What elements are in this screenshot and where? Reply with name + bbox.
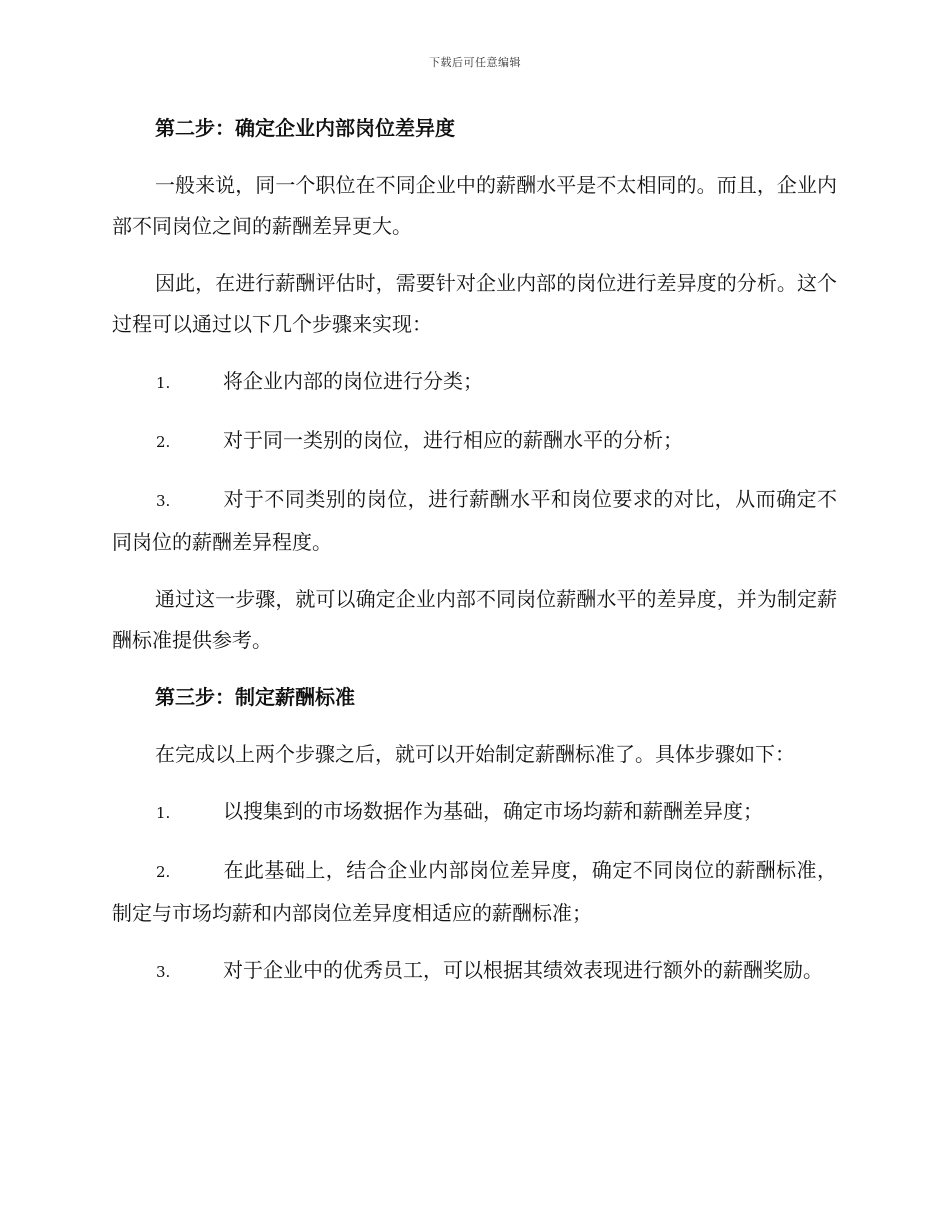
list-item: [112, 850, 837, 934]
list-item-number: 3.: [156, 492, 171, 510]
paragraph: 因此，在进行薪酬评估时，需要针对企业内部的岗位进行差异度的分析。这个过程可以通过以下几个步骤来实现：: [112, 271, 837, 336]
list-item-text: 对于同一类别的岗位，进行相应的薪酬水平的分析；: [223, 428, 683, 452]
list-item: [112, 950, 837, 993]
paragraph: 一般来说，同一个职位在不同企业中的薪酬水平是不太相同的。而且，企业内部不同岗位之间的薪酬差异更大。: [112, 173, 837, 238]
list-item-text: 以搜集到的市场数据作为基础，确定市场均薪和薪酬差异度；: [223, 799, 763, 823]
list-item-text: 对于不同类别的岗位，进行薪酬水平和岗位要求的对比，从而确定不同岗位的薪酬差异程度。: [112, 487, 837, 554]
section-heading-step-2: 第二步：确定企业内部岗位差异度: [155, 116, 455, 140]
list-item-number: 3.: [156, 963, 171, 981]
list-item-number: 1.: [156, 374, 171, 392]
page-header: 下载后可任意编辑: [429, 56, 521, 69]
list-item-number: 2.: [156, 433, 171, 451]
paragraph: 通过这一步骤，就可以确定企业内部不同岗位薪酬水平的差异度，并为制定薪酬标准提供参考。: [112, 587, 837, 652]
list-item: [112, 420, 837, 463]
list-item-text: 将企业内部的岗位进行分类；: [223, 369, 483, 393]
list-item-text: 对于企业中的优秀员工，可以根据其绩效表现进行额外的薪酬奖励。: [223, 958, 823, 982]
list-item-text: 在此基础上，结合企业内部岗位差异度，确定不同岗位的薪酬标准，制定与市场均薪和内部岗位差异度相适应的薪酬标准；: [112, 858, 837, 925]
list-item-number: 2.: [156, 863, 171, 881]
section-heading-step-3: 第三步：制定薪酬标准: [155, 685, 355, 709]
list-item: [112, 479, 837, 563]
document-body: [112, 108, 837, 1009]
list-item: [112, 361, 837, 404]
list-item-number: 1.: [156, 804, 171, 822]
list-item: [112, 791, 837, 834]
paragraph: 在完成以上两个步骤之后，就可以开始制定薪酬标准了。具体步骤如下：: [155, 742, 795, 766]
